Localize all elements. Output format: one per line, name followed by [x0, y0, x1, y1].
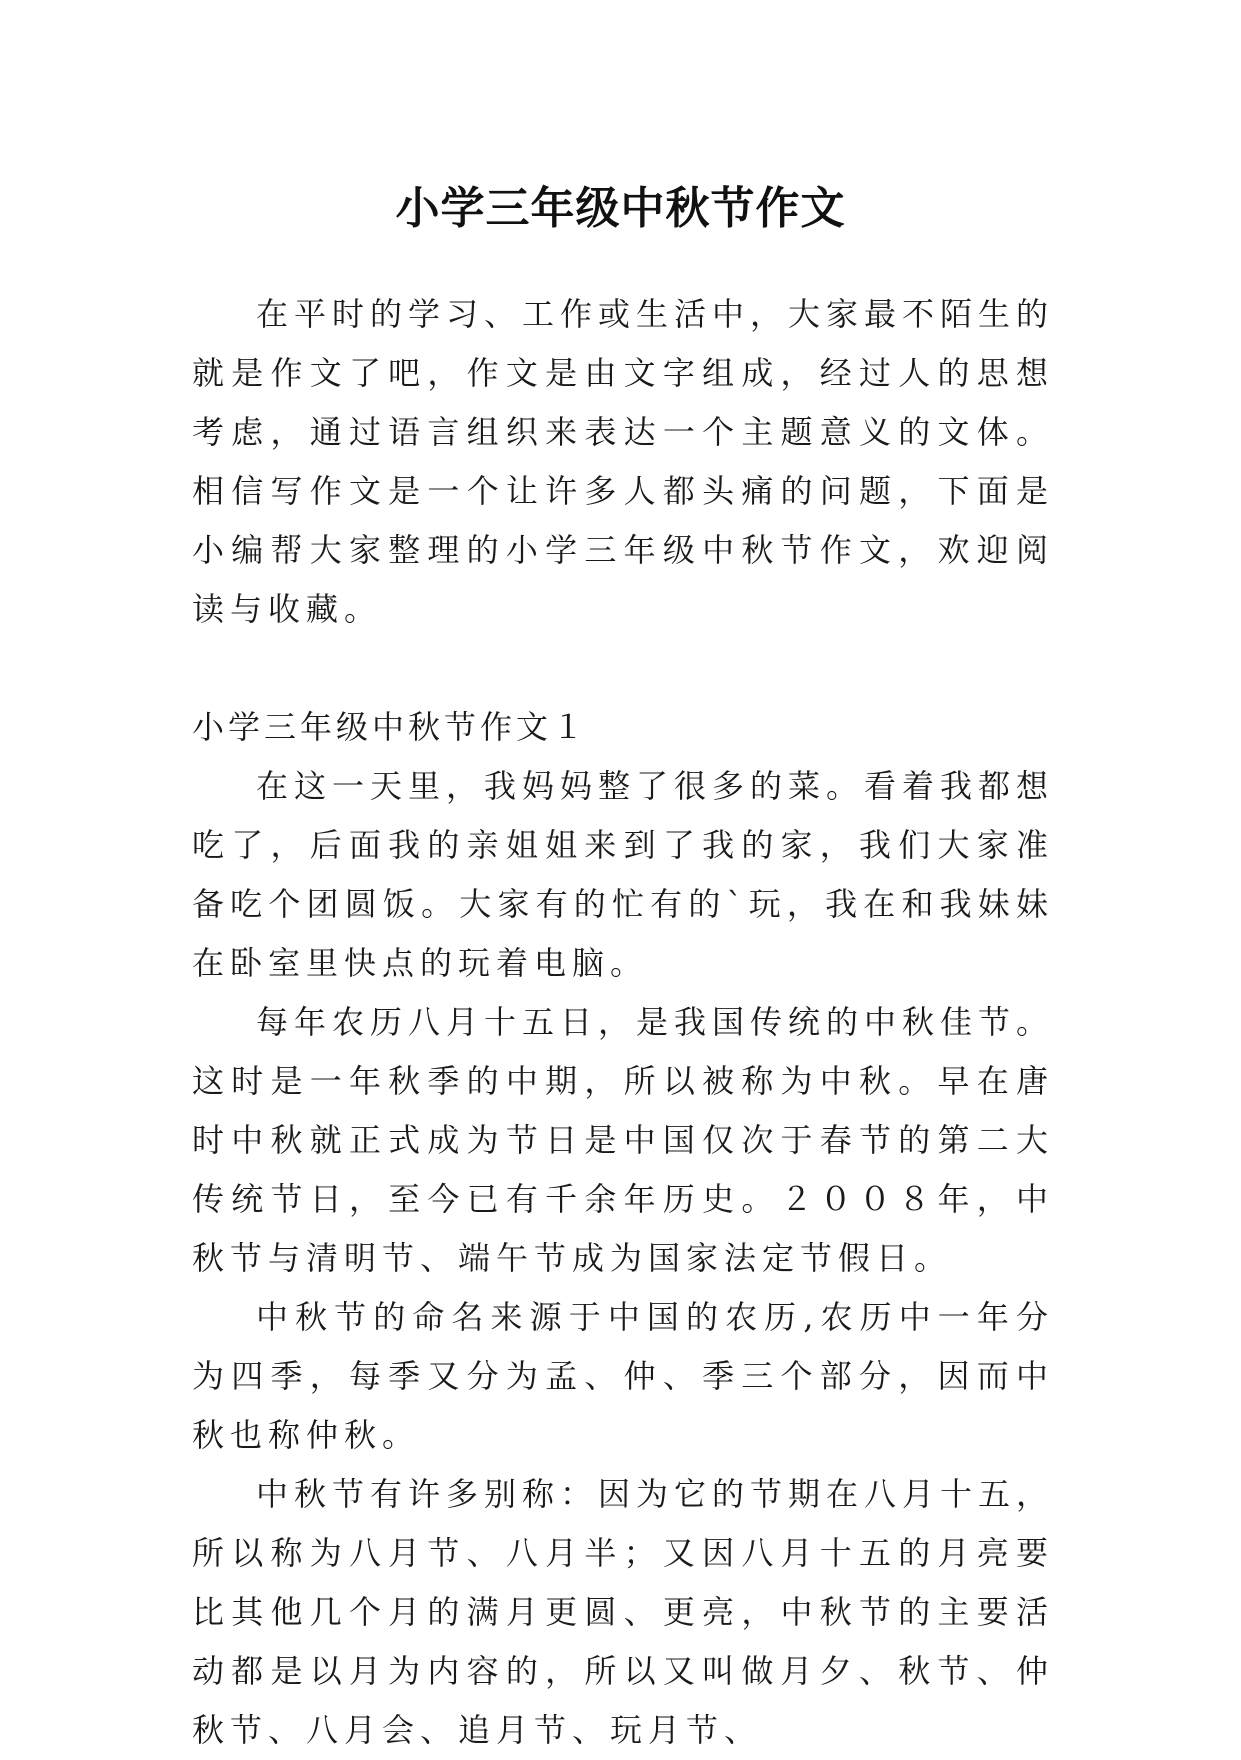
body-paragraph: 中秋节的命名来源于中国的农历,农历中一年分为四季，每季又分为孟、仲、季三个部分，因而中秋也称仲秋。	[192, 1298, 1054, 1454]
body-paragraph: 在这一天里，我妈妈整了很多的菜。看着我都想吃了，后面我的亲姐姐来到了我的家，我们大家准备吃个团圆饭。大家有的忙有的`玩，我在和我妹妹在卧室里快点的玩着电脑。	[192, 767, 1055, 982]
section-heading: 小学三年级中秋节作文１	[192, 708, 589, 746]
document-title: 小学三年级中秋节作文	[395, 183, 846, 235]
document-body	[192, 285, 1054, 1760]
body-paragraph: 每年农历八月十五日，是我国传统的中秋佳节。这时是一年秋季的中期，所以被称为中秋。早在唐时中秋就正式成为节日是中国仅次于春节的第二大传统节日，至今已有千余年历史。２００８年，中秋节与清明节、端午节成为国家法定节假日。	[192, 1003, 1055, 1277]
body-paragraph: 中秋节有许多别称：因为它的节期在八月十五，所以称为八月节、八月半；又因八月十五的月亮要比其他几个月的满月更圆、更亮，中秋节的主要活动都是以月为内容的，所以又叫做月夕、秋节、仲秋节、八月会、追月节、玩月节、	[192, 1475, 1055, 1749]
intro-paragraph: 在平时的学习、工作或生活中，大家最不陌生的就是作文了吧，作文是由文字组成，经过人的思想考虑，通过语言组织来表达一个主题意义的文体。相信写作文是一个让许多人都头痛的问题，下面是小编帮大家整理的小学三年级中秋节作文，欢迎阅读与收藏。	[192, 295, 1055, 628]
